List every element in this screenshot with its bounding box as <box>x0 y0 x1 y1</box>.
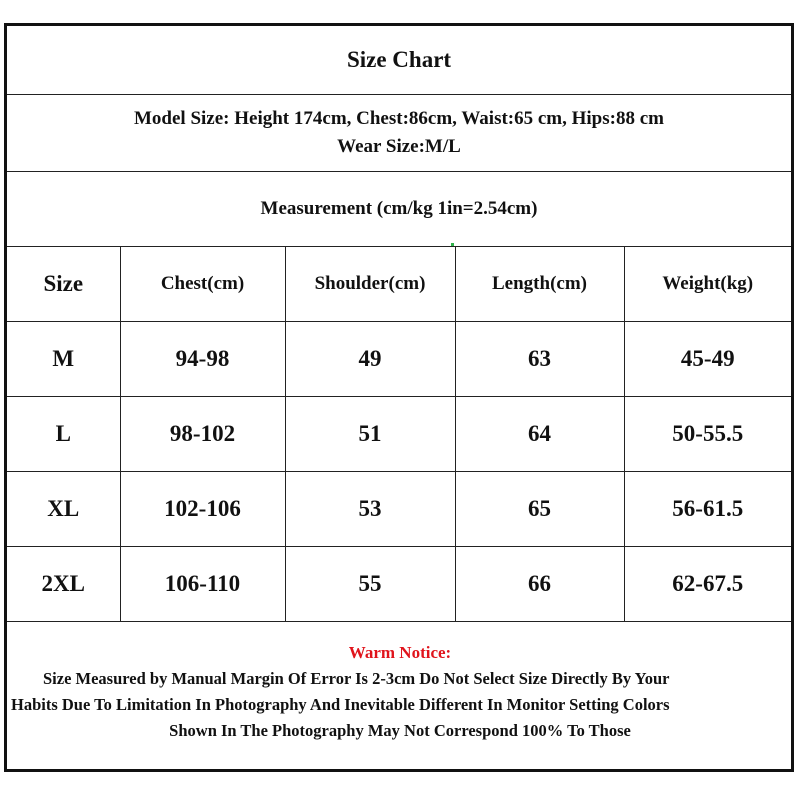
header-weight: Weight(kg) <box>624 247 791 322</box>
cell-size: 2XL <box>7 547 120 622</box>
cell-length: 63 <box>455 322 624 397</box>
green-dot-mark <box>451 243 454 246</box>
warm-notice-line: Size Measured by Manual Margin Of Error Is 2-3cm Do Not Select Size Directly By Your <box>43 668 670 688</box>
cell-length: 66 <box>455 547 624 622</box>
cell-weight: 50-55.5 <box>624 397 791 472</box>
measurement-note: Measurement (cm/kg 1in=2.54cm) <box>260 198 538 219</box>
table-row <box>7 322 791 397</box>
cell-weight: 45-49 <box>624 322 791 397</box>
warm-notice-line: Habits Due To Limitation In Photography And Inevitable Different In Monitor Setting Colors <box>11 694 670 714</box>
model-size-text: Model Size: Height 174cm, Chest:86cm, Waist:65 cm, Hips:88 cm <box>134 108 664 129</box>
cell-chest: 98-102 <box>120 397 285 472</box>
cell-length: 64 <box>455 397 624 472</box>
header-shoulder: Shoulder(cm) <box>285 247 455 322</box>
cell-size: L <box>7 397 120 472</box>
header-chest: Chest(cm) <box>120 247 285 322</box>
cell-weight: 56-61.5 <box>624 472 791 547</box>
table-header-row <box>7 247 791 322</box>
warm-notice-title: Warm Notice: <box>348 642 452 662</box>
cell-chest: 102-106 <box>120 472 285 547</box>
size-chart <box>4 23 794 772</box>
cell-shoulder: 51 <box>285 397 455 472</box>
table-row <box>7 547 791 622</box>
cell-weight: 62-67.5 <box>624 547 791 622</box>
cell-size: M <box>7 322 120 397</box>
cell-shoulder: 53 <box>285 472 455 547</box>
model-size-band <box>7 95 791 172</box>
table-row <box>7 397 791 472</box>
measurement-band <box>7 172 791 247</box>
cell-shoulder: 55 <box>285 547 455 622</box>
cell-size: XL <box>7 472 120 547</box>
size-table <box>7 247 791 622</box>
warm-notice-line: Shown In The Photography May Not Correspond 100% To Those <box>169 720 631 740</box>
cell-shoulder: 49 <box>285 322 455 397</box>
cell-length: 65 <box>455 472 624 547</box>
wear-size-text: Wear Size:M/L <box>337 136 461 157</box>
cell-chest: 106-110 <box>120 547 285 622</box>
header-size: Size <box>7 247 120 322</box>
cell-chest: 94-98 <box>120 322 285 397</box>
warm-notice <box>7 622 791 769</box>
header-length: Length(cm) <box>455 247 624 322</box>
chart-title: Size Chart <box>346 47 452 72</box>
chart-title-band <box>7 26 791 95</box>
table-row <box>7 472 791 547</box>
